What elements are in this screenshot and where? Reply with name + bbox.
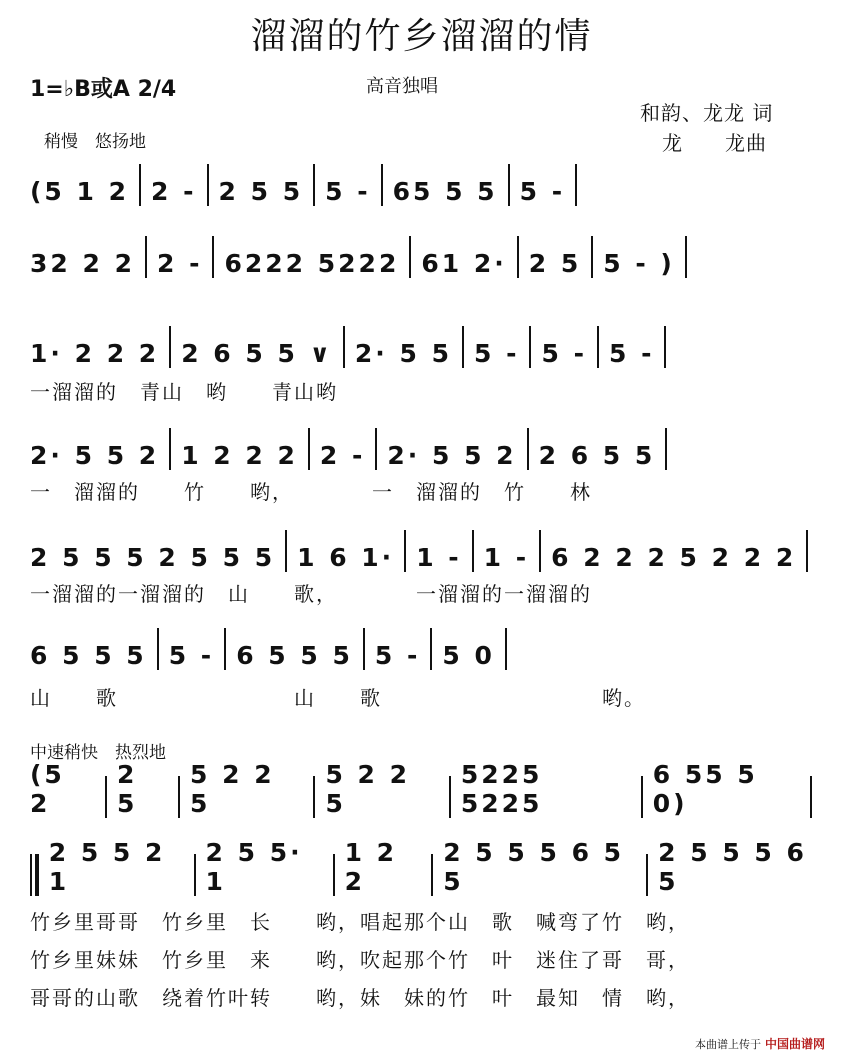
staff-line-1: [30, 160, 822, 210]
measure: 2 5: [117, 760, 138, 818]
staff-line-8: [30, 838, 822, 900]
lyric-line-4: 一 溜溜的 竹 哟， 一 溜溜的 竹 林: [30, 480, 592, 504]
measure: 5 2 2 5: [325, 760, 411, 818]
measure: 2 -: [151, 177, 197, 206]
measure: 1 6 1·: [297, 543, 395, 572]
footer-text: 本曲谱上传于: [694, 1038, 761, 1051]
measure: 6 55 5 0): [652, 760, 758, 818]
measure: 2 5 5: [218, 177, 304, 206]
measure: 2 6 5 5 ∨: [181, 339, 333, 368]
measure: 5 -: [325, 177, 371, 206]
tempo-mark-intro: 稍慢 悠扬地: [44, 132, 146, 152]
measure: 2 -: [319, 441, 366, 470]
measure: 5 2 2 5: [190, 760, 275, 818]
measure: 1 -: [416, 543, 462, 572]
measure: (5 1 2: [30, 177, 130, 206]
footer-upload-note: [695, 1035, 825, 1052]
measure: 32 2 2: [30, 249, 135, 278]
lyric-verse-2: 竹乡里妹妹 竹乡里 来 哟，吹起那个竹 叶 迷住了哥 哥，: [30, 948, 690, 972]
measure: (5 2: [30, 760, 65, 818]
measure: 1 2 2 2: [181, 441, 298, 470]
key-signature: 1=♭B或A 2/4: [30, 77, 177, 102]
measure: 2 5: [528, 249, 582, 278]
measure: 1· 2 2 2: [30, 339, 160, 368]
site-logo[interactable]: 中国曲谱网: [764, 1037, 825, 1051]
measure: 6 2 2 2 5 2 2 2: [551, 543, 797, 572]
measure: 2· 5 5 2: [30, 441, 160, 470]
lyric-verse-1: 竹乡里哥哥 竹乡里 长 哟，唱起那个山 歌 喊弯了竹 哟，: [30, 910, 690, 934]
performance-type: 高音独唱: [366, 76, 438, 97]
measure: 61 2·: [421, 249, 507, 278]
tempo-mark-section2: 中速稍快 热烈地: [30, 743, 166, 763]
measure: 5 -: [608, 339, 655, 368]
measure: 6 5 5 5: [236, 641, 353, 670]
staff-line-7: [30, 760, 822, 822]
measure: 2 5 5· 1: [205, 838, 303, 896]
song-title: 溜溜的竹乡溜溜的情: [250, 16, 593, 57]
measure: 1 -: [483, 543, 530, 572]
lyricist-credit: 和韵、龙龙 词: [640, 101, 774, 125]
measure: 2 -: [157, 249, 203, 278]
measure: 6 5 5 5: [30, 641, 147, 670]
measure: 5 -: [168, 641, 215, 670]
measure: 5 - ): [603, 249, 675, 278]
measure: 5225 5225: [460, 760, 543, 818]
staff-line-4: [30, 424, 822, 474]
measure: 2 5 5 5 6 5: [658, 838, 807, 896]
staff-line-2: [30, 232, 822, 282]
measure: 65 5 5: [392, 177, 498, 206]
lyric-line-6: 山 歌 山 歌 哟。: [30, 686, 646, 710]
measure: 5 -: [519, 177, 566, 206]
measure: 6222 5222: [224, 249, 400, 278]
composer-credit: 龙 龙曲: [662, 131, 767, 155]
measure: 2· 5 5: [354, 339, 452, 368]
measure: 1 2 2: [344, 838, 398, 896]
measure: 2 6 5 5: [538, 441, 656, 470]
measure: 2 5 5 5 2 5 5 5: [30, 543, 276, 572]
measure: 5 -: [374, 641, 421, 670]
lyric-line-3: 一溜溜的 青山 哟 青山哟: [30, 380, 338, 404]
staff-line-5: [30, 526, 822, 576]
measure: 5 -: [541, 339, 587, 368]
measure: 5 -: [474, 339, 520, 368]
measure: 5 0: [442, 641, 495, 670]
lyric-verse-3: 哥哥的山歌 绕着竹叶转 哟，妹 妹的竹 叶 最知 情 哟，: [30, 986, 690, 1010]
staff-line-6: [30, 624, 822, 674]
measure: 2· 5 5 2: [387, 441, 517, 470]
measure: 2 5 5 5 6 5 5: [443, 838, 625, 896]
measure: 2 5 5 2 1: [48, 838, 166, 896]
lyric-line-5: 一溜溜的一溜溜的 山 歌， 一溜溜的一溜溜的: [30, 582, 592, 606]
staff-line-3: [30, 322, 822, 372]
